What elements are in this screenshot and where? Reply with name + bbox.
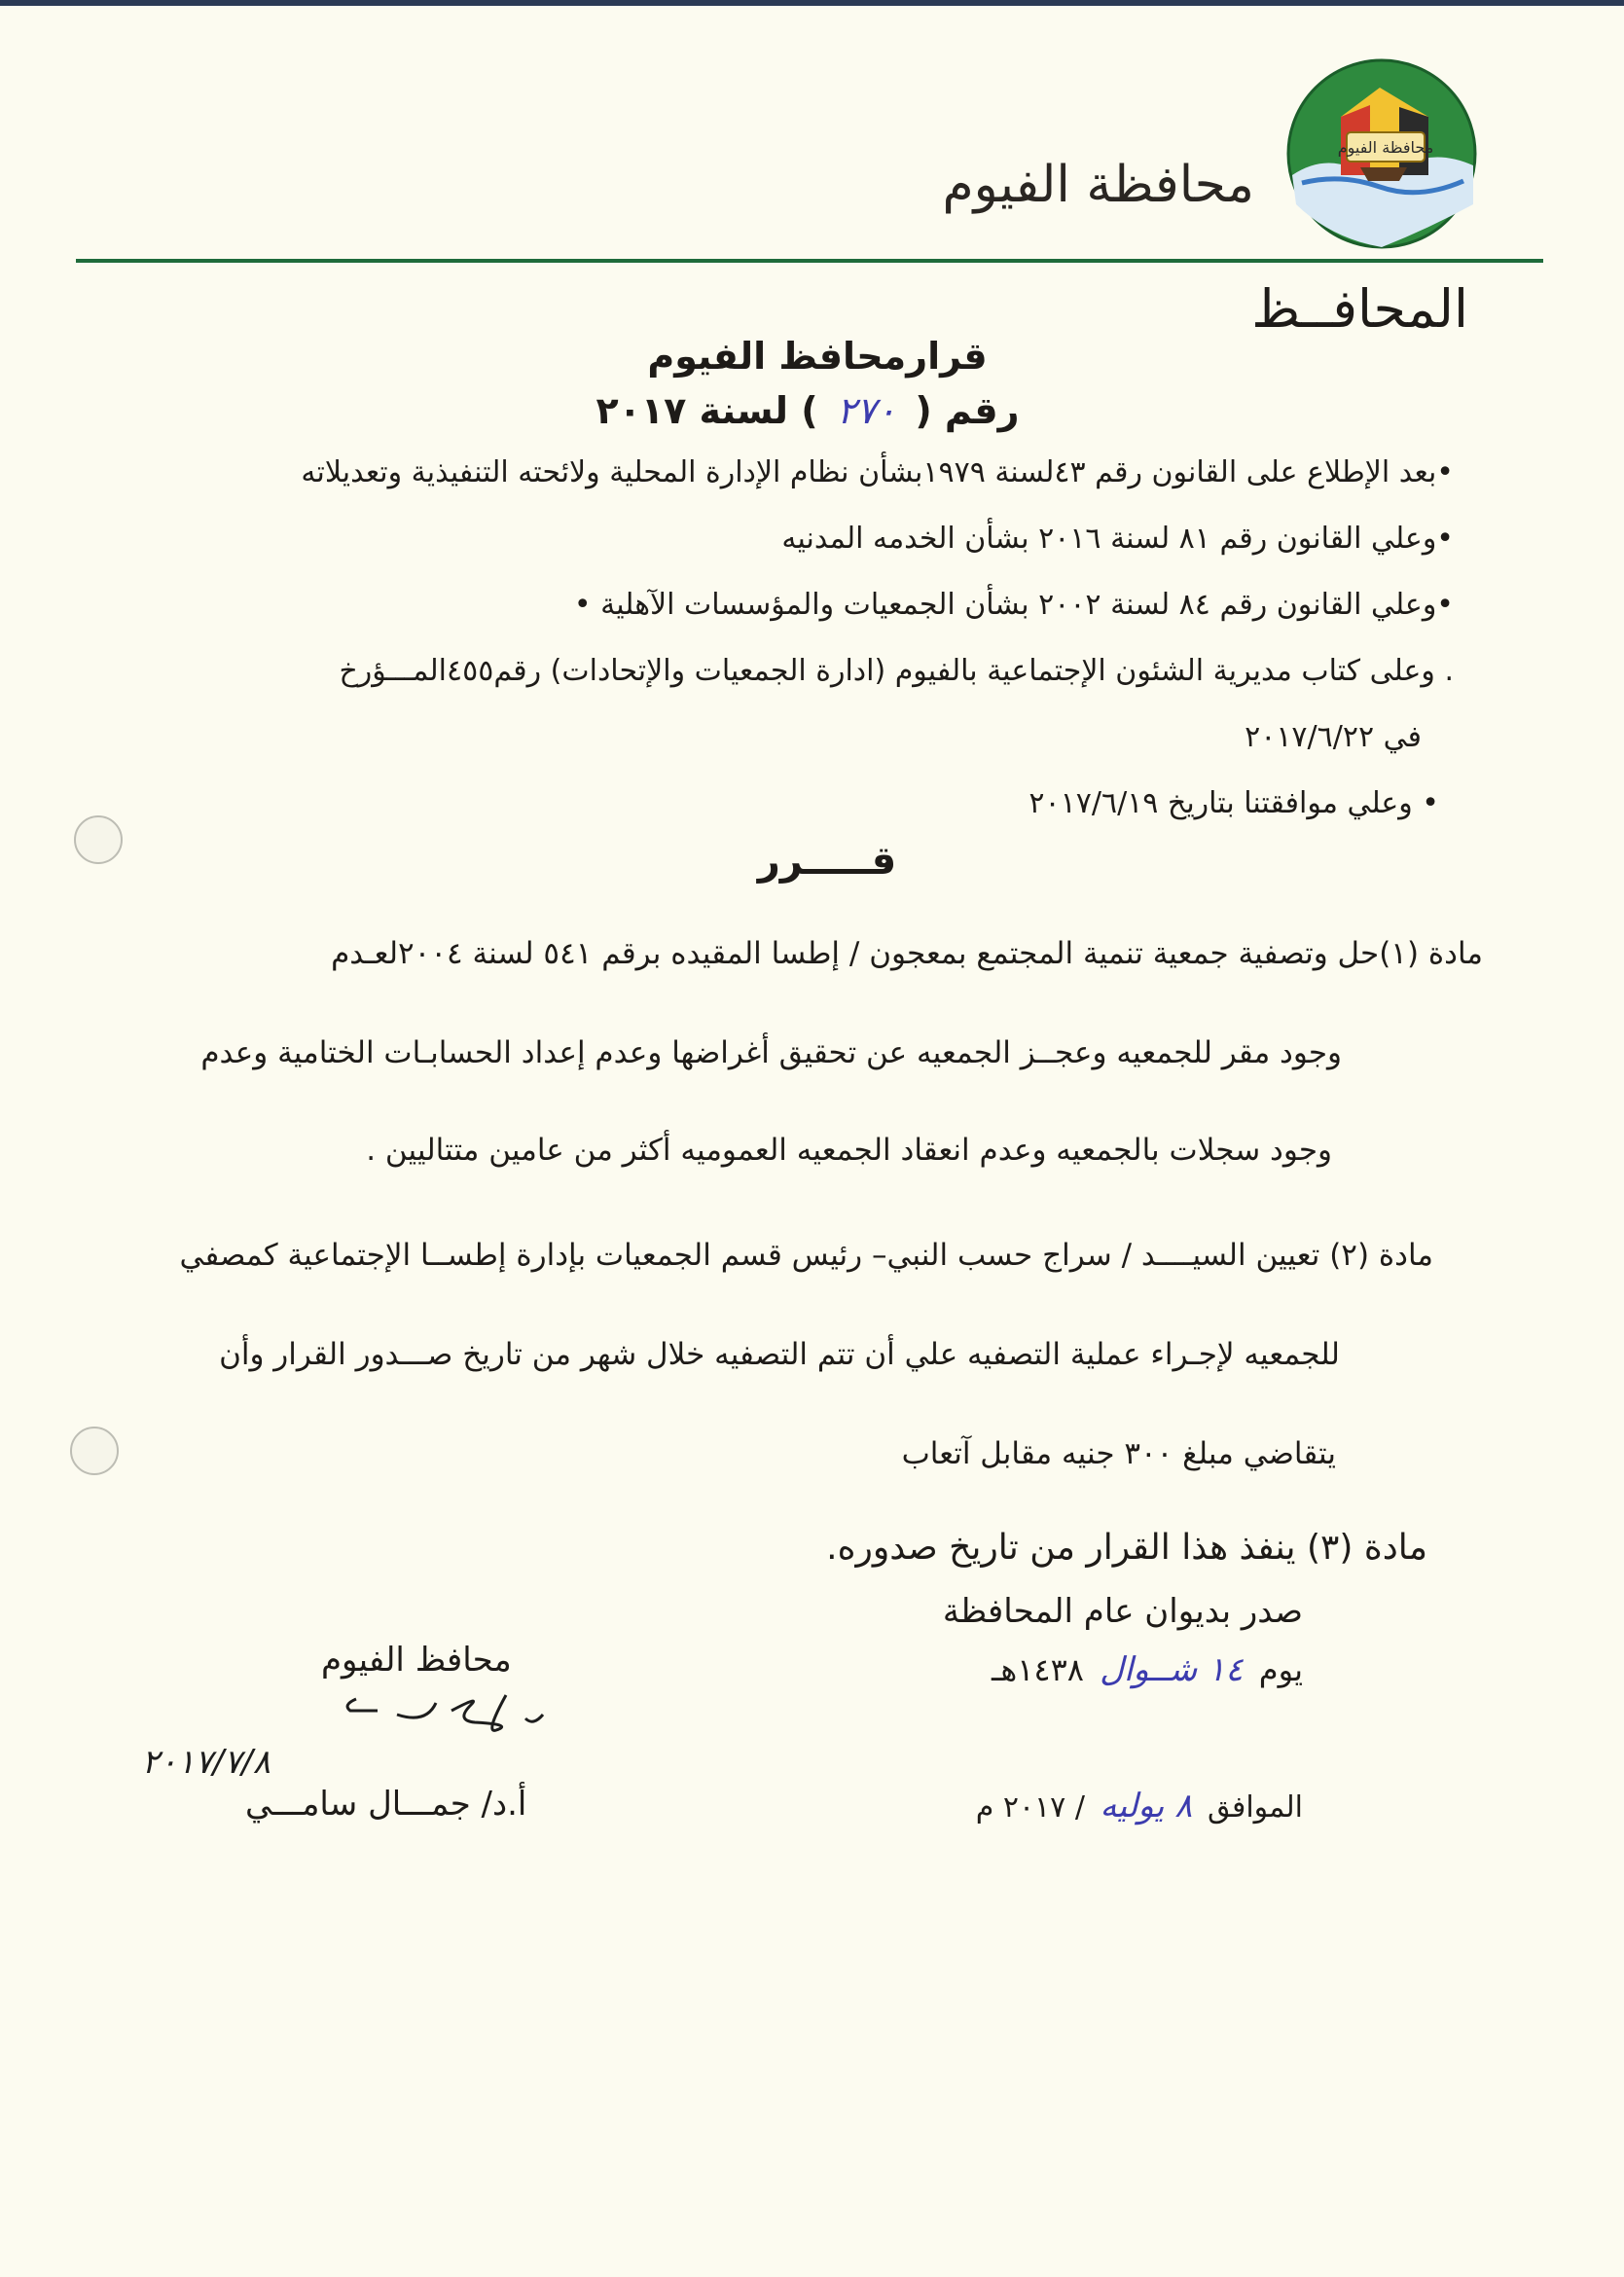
recital-line: •وعلي القانون رقم ٨١ لسنة ٢٠١٦ بشأن الخدمه المدنيه <box>781 522 1454 556</box>
header-divider <box>76 259 1543 263</box>
recital-line: •بعد الإطلاع على القانون رقم ٤٣لسنة ١٩٧٩بشأن نظام الإدارة المحلية ولائحته التنفيذية وتعديلاته <box>301 455 1454 489</box>
decision-number <box>545 389 1070 432</box>
issued-at: صدر بديوان عام المحافظة <box>942 1592 1303 1631</box>
article-line: وجود مقر للجمعيه وعجــز الجمعيه عن تحقيق أغراضها وعدم إعداد الحسابـات الختامية وعدم <box>200 1035 1342 1070</box>
handwritten-signature <box>141 1676 572 1792</box>
signatory-name: أ.د/ جمـــال سامـــي <box>245 1785 527 1824</box>
recital-line: . وعلى كتاب مديرية الشئون الإجتماعية بالفيوم (ادارة الجمعيات والإتحادات) رقم٤٥٥المـــؤرخ <box>339 654 1454 688</box>
article-line: يتقاضي مبلغ ٣٠٠ جنيه مقابل آتعاب <box>901 1436 1336 1471</box>
article-line: وجود سجلات بالجمعيه وعدم انعقاد الجمعيه العموميه أكثر من عامين متتاليين . <box>366 1133 1332 1168</box>
gregorian-handwritten: ٨ يوليه <box>1100 1787 1193 1825</box>
recital-line: • وعلي موافقتنا بتاريخ ٢٠١٧/٦/١٩ <box>1029 786 1439 820</box>
decision-number-prefix: رقم ( <box>915 389 1020 432</box>
decision-title: قرارمحافظ الفيوم <box>647 335 988 378</box>
gregorian-date <box>976 1787 1303 1825</box>
logo-text: محافظة الفيوم <box>1337 138 1434 157</box>
recital-line: •وعلي القانون رقم ٨٤ لسنة ٢٠٠٢ بشأن الجمعيات والمؤسسات الآهلية • <box>573 588 1454 622</box>
gregorian-year: / ٢٠١٧ م <box>975 1790 1085 1825</box>
article-line: مادة (٢) تعيين السيــــد / سراج حسب النبي– رئيس قسم الجمعيات بإدارة إطســا الإجتماعية كمصفي <box>179 1238 1433 1273</box>
office-title: المحافــظ <box>1251 278 1468 340</box>
day-label: يوم <box>1258 1651 1303 1688</box>
governorate-logo <box>1282 58 1481 249</box>
decision-number-handwritten: ٢٧٠ <box>836 389 897 432</box>
article-line: مادة (١)حل وتصفية جمعية تنمية المجتمع بمعجون / إطسا المقيده برقم ٥٤١ لسنة ٢٠٠٤لعـدم <box>331 936 1483 971</box>
scan-top-edge <box>0 0 1624 6</box>
governorate-name: محافظة الفيوم <box>942 156 1254 214</box>
corresponding-label: الموافق <box>1207 1790 1303 1825</box>
punch-hole <box>70 1427 119 1475</box>
decision-number-suffix: ) لسنة ٢٠١٧ <box>595 389 818 432</box>
recital-line: في ٢٠١٧/٦/٢٢ <box>1245 720 1422 754</box>
article-3: مادة (٣) ينفذ هذا القرار من تاريخ صدوره. <box>826 1528 1427 1568</box>
signatory-title: محافظ الفيوم <box>321 1641 512 1680</box>
hijri-handwritten: ١٤ شــوال <box>1100 1650 1244 1689</box>
article-line: للجمعيه لإجـراء عملية التصفيه علي أن تتم التصفيه خلال شهر من تاريخ صـــدور القرار وأن <box>219 1337 1340 1372</box>
decides-heading: قـــــرر <box>757 839 897 884</box>
hijri-date <box>992 1650 1303 1689</box>
signature-date: ٢٠١٧/٧/٨ <box>141 1743 271 1782</box>
punch-hole <box>74 815 123 864</box>
hijri-year: ١٤٣٨هـ <box>991 1651 1084 1688</box>
